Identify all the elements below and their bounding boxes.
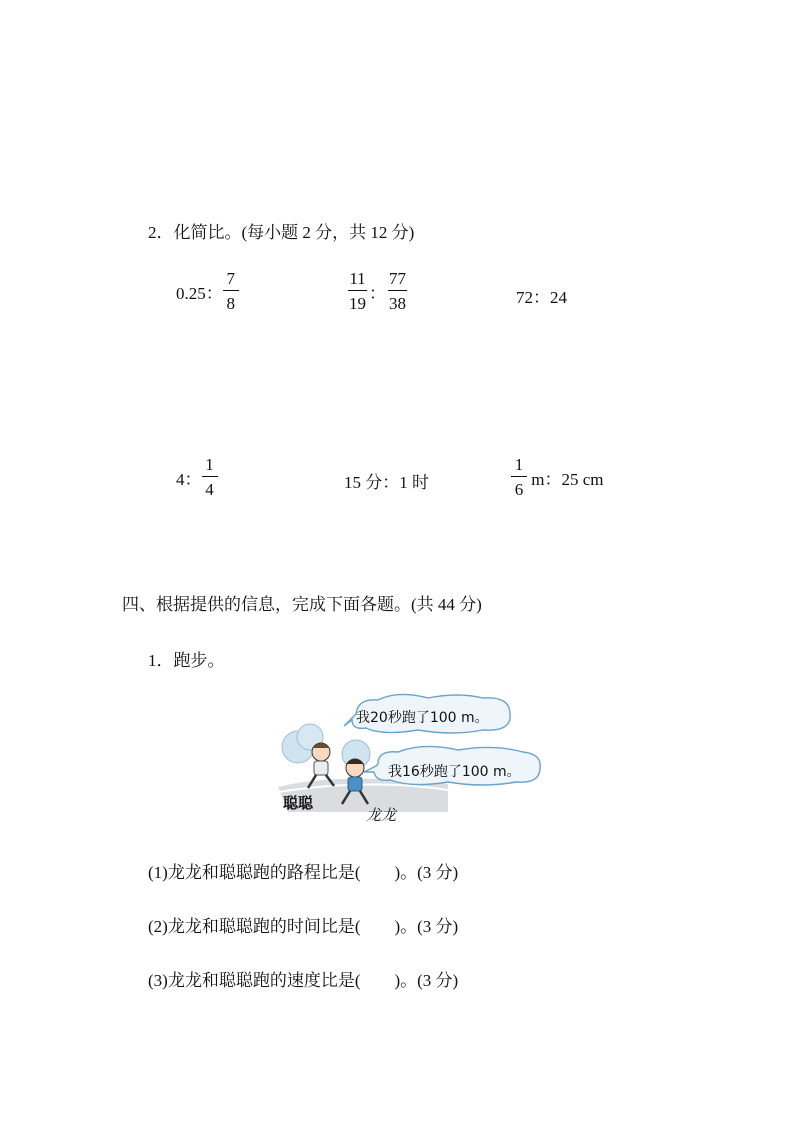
subquestion-1: (1)龙龙和聪聪跑的路程比是( )。(3 分): [148, 863, 459, 882]
fraction: [348, 270, 367, 312]
section-4-title: 四、根据提供的信息，完成下面各题。(共 44 分): [122, 595, 482, 614]
problem-1: [176, 270, 239, 312]
numerator: 11: [349, 269, 366, 288]
problem-3: 72：24: [516, 288, 567, 307]
runner-shirt: [348, 777, 362, 791]
subquestion-3: (3)龙龙和聪聪跑的速度比是( )。(3 分): [148, 971, 459, 990]
numerator: 1: [205, 455, 214, 474]
denominator: 19: [348, 290, 367, 312]
denominator: 38: [388, 290, 407, 312]
problem-4-prefix: 4：: [176, 469, 202, 489]
subquestion-2: (2)龙龙和聪聪跑的时间比是( )。(3 分): [148, 917, 459, 936]
bubble-2-text: 我16秒跑了100 m。: [388, 764, 521, 780]
numerator: 1: [514, 455, 524, 474]
ratio-separator: ：: [369, 283, 386, 303]
runner-shirt: [314, 761, 328, 775]
denominator: 8: [223, 290, 239, 312]
question-1-title: 1．跑步。: [148, 651, 225, 670]
fraction: [202, 456, 218, 498]
name-congcong: 聪聪: [283, 796, 314, 812]
problem-2: [348, 270, 407, 312]
running-illustration: [278, 692, 548, 827]
denominator: 6: [511, 476, 527, 498]
problem-5: 15 分：1 时: [344, 473, 429, 492]
section-2-title: 2．化简比。(每小题 2 分，共 12 分): [148, 223, 415, 242]
fraction: [223, 270, 239, 312]
numerator: 77: [389, 269, 406, 288]
problem-1-prefix: 0.25：: [176, 283, 223, 303]
numerator: 7: [226, 269, 235, 288]
fraction: [388, 270, 407, 312]
denominator: 4: [202, 476, 218, 498]
name-longlong: 龙龙: [366, 808, 397, 824]
problem-6: [511, 456, 604, 498]
problem-4: [176, 456, 218, 498]
fraction: [511, 456, 527, 498]
bubble-1-text: 我20秒跑了100 m。: [356, 710, 489, 726]
problem-6-suffix: m：25 cm: [527, 469, 604, 489]
